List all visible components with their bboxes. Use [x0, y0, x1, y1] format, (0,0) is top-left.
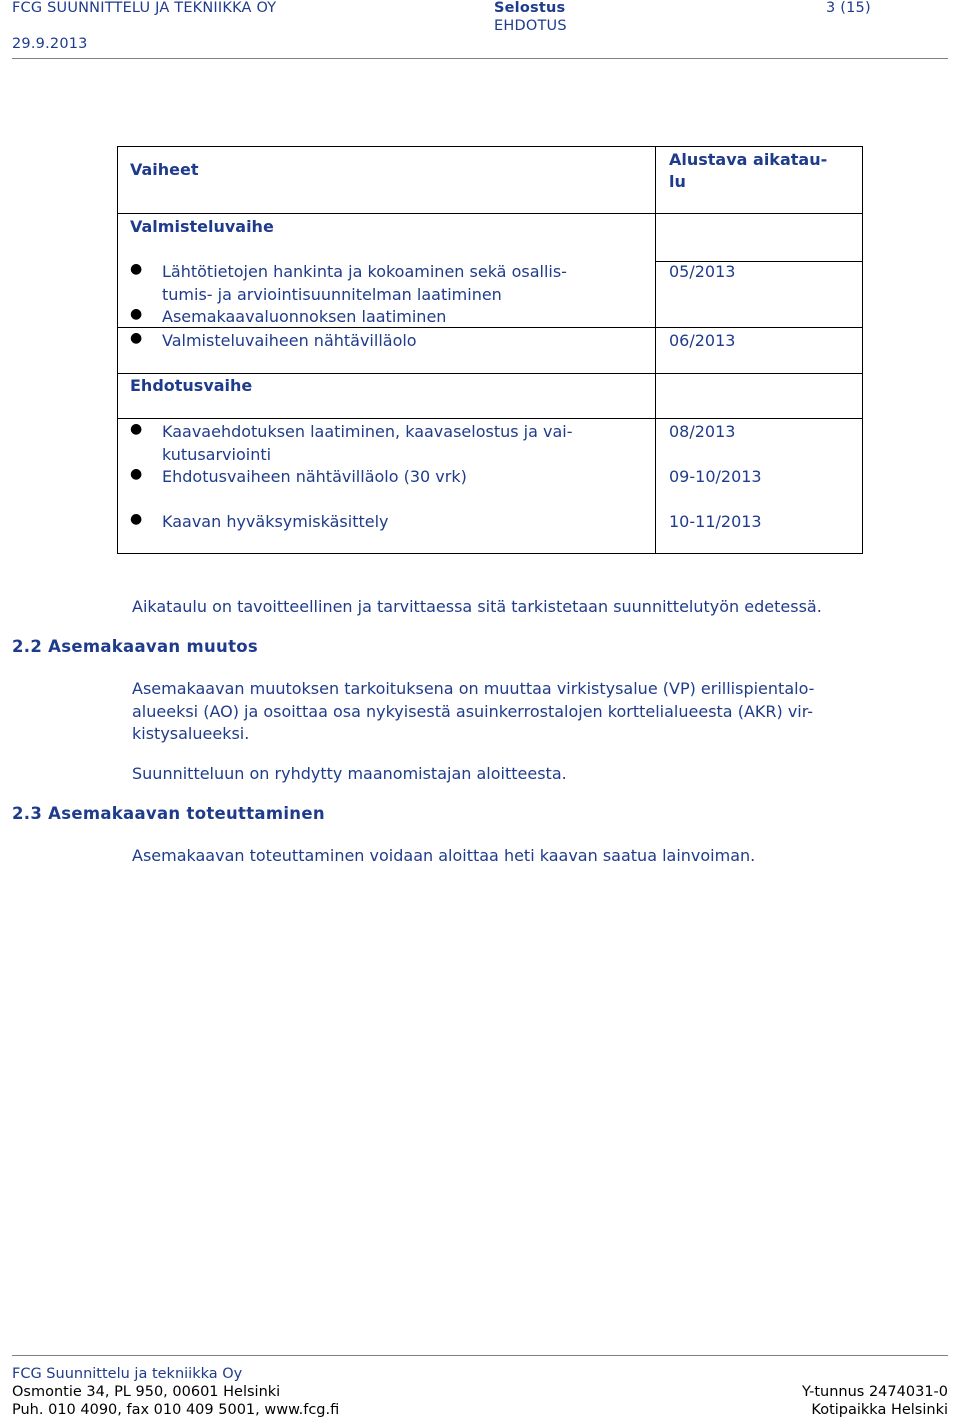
footer-company: FCG Suunnittelu ja tekniikka Oy — [12, 1366, 243, 1382]
table-row-divider — [118, 418, 862, 419]
s22-para1-line3: kistysalueeksi. — [132, 724, 250, 743]
s22-para1-line1: Asemakaavan muutoksen tarkoituksena on muuttaa virkistysalue (VP) erillispientalo- — [132, 679, 815, 698]
s23-para1: Asemakaavan toteuttaminen voidaan aloittaa heti kaavan saatua lainvoiman. — [132, 846, 756, 865]
bullet-icon: ● — [130, 306, 143, 322]
header-rule — [12, 58, 948, 59]
bullet-icon: ● — [130, 511, 143, 527]
heading-2-3: 2.3 Asemakaavan toteuttaminen — [12, 804, 325, 823]
table-header-schedule-line2: lu — [669, 172, 686, 191]
footer-rule — [12, 1355, 948, 1356]
header-page-number: 3 (15) — [826, 0, 871, 16]
header-doc-status: EHDOTUS — [494, 18, 567, 34]
footer-business-id: Y-tunnus 2474031-0 — [801, 1384, 948, 1400]
table-header-schedule-line1: Alustava aikatau- — [669, 150, 828, 169]
header-company: FCG SUUNNITTELU JA TEKNIIKKA OY — [12, 0, 277, 16]
s2-item3: Kaavan hyväksymiskäsittely — [162, 512, 389, 531]
table-column-divider — [655, 147, 656, 553]
bullet-icon: ● — [130, 261, 143, 277]
footer-address: Osmontie 34, PL 950, 00601 Helsinki — [12, 1384, 281, 1400]
s2-item1-line2: kutusarviointi — [162, 445, 272, 464]
header-date: 29.9.2013 — [12, 36, 88, 52]
table-row-divider — [118, 373, 862, 374]
s1-item1-line1: Lähtötietojen hankinta ja kokoaminen sekä osallis- — [162, 262, 567, 281]
s1-item3: Valmisteluvaiheen nähtävilläolo — [162, 331, 417, 350]
schedule-table — [117, 146, 863, 554]
bullet-icon: ● — [130, 421, 143, 437]
s2-date1: 08/2013 — [669, 422, 736, 441]
s2-date2: 09-10/2013 — [669, 467, 762, 486]
footer-domicile: Kotipaikka Helsinki — [811, 1402, 948, 1418]
s22-para2: Suunnitteluun on ryhdytty maanomistajan aloitteesta. — [132, 764, 567, 783]
heading-2-2: 2.2 Asemakaavan muutos — [12, 637, 259, 656]
s2-item2: Ehdotusvaiheen nähtävilläolo (30 vrk) — [162, 467, 467, 486]
s22-para1-line2: alueeksi (AO) ja osoittaa osa nykyisestä asuinkerrostalojen korttelialueesta (AKR) vir- — [132, 702, 814, 721]
footer-contact: Puh. 010 4090, fax 010 409 5001, www.fcg.fi — [12, 1402, 340, 1418]
section-title-ehdotusvaihe: Ehdotusvaihe — [130, 376, 253, 395]
bullet-icon: ● — [130, 330, 143, 346]
s1-date1: 05/2013 — [669, 262, 736, 281]
header-doc-type: Selostus — [494, 0, 566, 16]
bullet-icon: ● — [130, 466, 143, 482]
s1-item1-line2: tumis- ja arviointisuunnitelman laatiminen — [162, 285, 502, 304]
s2-date3: 10-11/2013 — [669, 512, 762, 531]
table-header-phases: Vaiheet — [130, 160, 199, 179]
s2-item1-line1: Kaavaehdotuksen laatiminen, kaavaselostus ja vai- — [162, 422, 573, 441]
table-row-divider — [118, 213, 862, 214]
schedule-note: Aikataulu on tavoitteellinen ja tarvittaessa sitä tarkistetaan suunnittelutyön edetessä. — [132, 597, 822, 616]
section-title-valmisteluvaihe: Valmisteluvaihe — [130, 217, 274, 236]
s1-item2: Asemakaavaluonnoksen laatiminen — [162, 307, 447, 326]
s1-date2: 06/2013 — [669, 331, 736, 350]
